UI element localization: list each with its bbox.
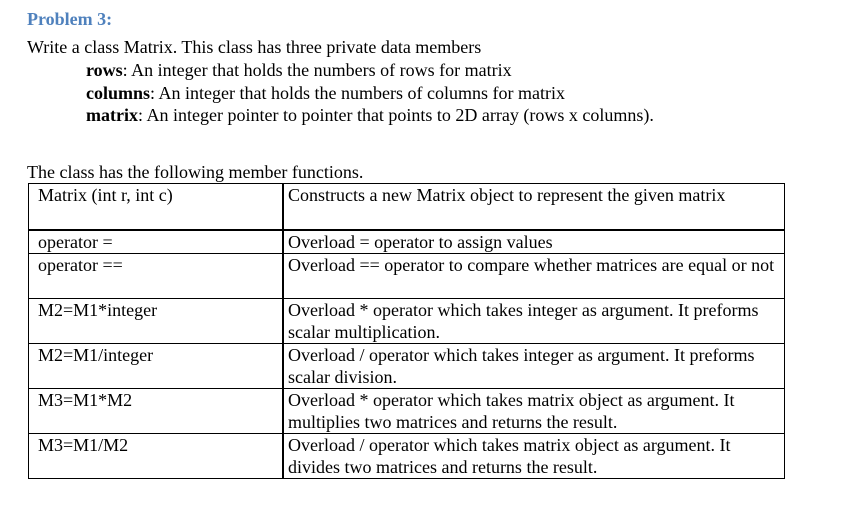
function-cell: Matrix (int r, int c) [29, 184, 283, 230]
function-cell: operator = [29, 230, 283, 254]
member-name: rows [86, 60, 123, 80]
description-cell: Overload / operator which takes matrix object as argument. It divides two matrices and returns the result. [288, 435, 731, 477]
table-row [29, 184, 784, 230]
table-row [29, 389, 784, 434]
member-functions-table [28, 183, 785, 479]
table-caption: The class has the following member functions. [27, 162, 364, 182]
table-row [29, 299, 784, 344]
table-row [29, 434, 784, 479]
table-row [29, 254, 784, 299]
description-cell: Overload = operator to assign values [283, 230, 784, 254]
description-cell: Overload * operator which takes matrix object as argument. It multiplies two matrices and returns the result. [283, 389, 784, 434]
intro-text: Write a class Matrix. This class has three private data members [27, 37, 482, 57]
problem-heading: Problem 3: [27, 9, 113, 29]
member-desc: : An integer that holds the numbers of columns for matrix [150, 83, 565, 103]
member-desc: : An integer pointer to pointer that points to 2D array (rows x columns). [137, 105, 654, 125]
function-cell: M3=M1/M2 [29, 434, 283, 479]
member-matrix [86, 105, 654, 126]
description-cell: Overload / operator which takes integer as argument. It preforms scalar division. [283, 344, 784, 389]
function-cell: M2=M1/integer [29, 344, 283, 389]
function-cell: M2=M1*integer [29, 299, 283, 344]
function-cell: operator == [29, 254, 283, 299]
member-desc: : An integer that holds the numbers of rows for matrix [122, 60, 512, 80]
member-columns [86, 83, 565, 104]
member-rows [86, 60, 512, 81]
table-row [29, 344, 784, 389]
description-cell: Overload == operator to compare whether matrices are equal or not [283, 254, 784, 299]
description-cell: Overload * operator which takes integer as argument. It preforms scalar multiplication. [283, 299, 784, 344]
table-row [29, 230, 784, 254]
member-name: matrix [86, 105, 138, 125]
member-name: columns [86, 83, 151, 103]
description-cell: Constructs a new Matrix object to represent the given matrix [283, 184, 784, 230]
function-cell: M3=M1*M2 [29, 389, 283, 434]
